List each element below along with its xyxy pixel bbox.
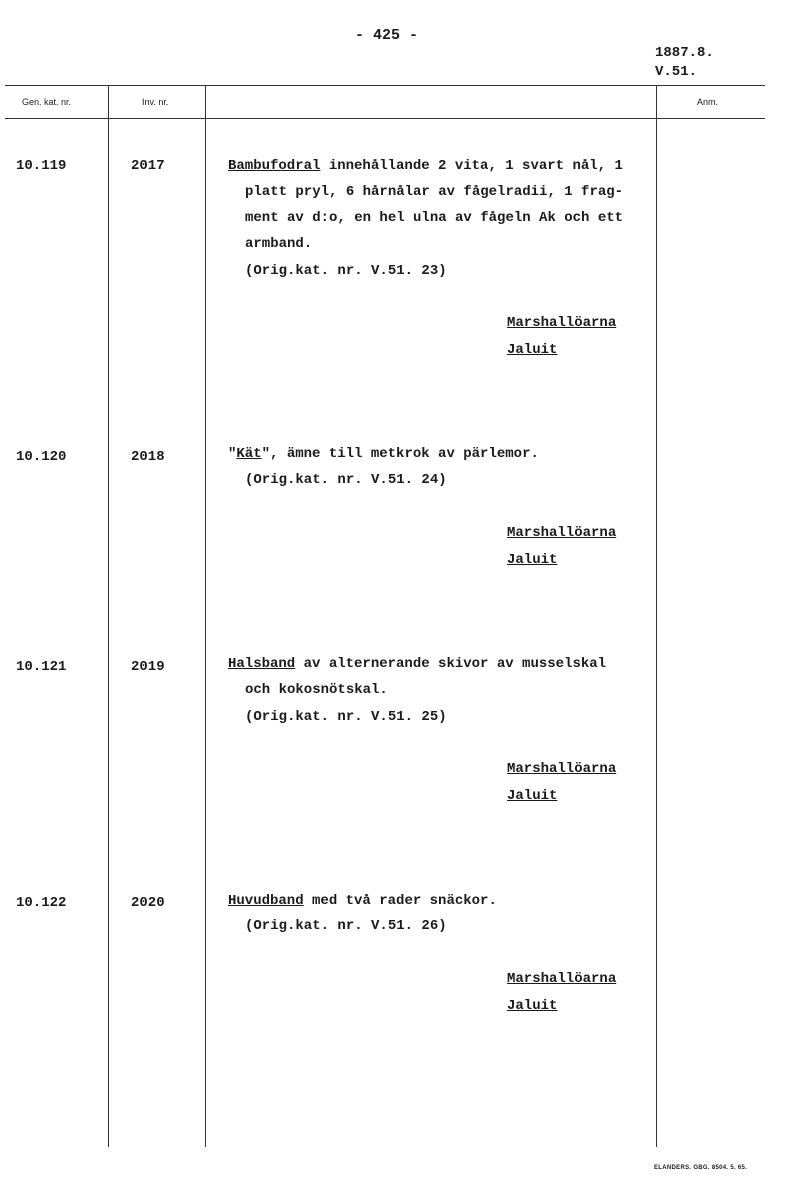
provenance (507, 756, 616, 810)
provenance (507, 966, 616, 1020)
entry-title: Halsband (228, 656, 296, 672)
entry-title: Huvudband (228, 893, 304, 909)
place-name: Marshallöarna (507, 761, 617, 777)
provenance (507, 520, 616, 574)
printer-imprint: ELANDERS. GBG. 8504. 5. 65. (654, 1165, 748, 1171)
column-divider-1 (108, 85, 109, 1147)
inv-number: 2017 (131, 158, 165, 174)
description-line: med två rader snäckor. (303, 893, 497, 909)
place-name: Marshallöarna (507, 525, 617, 541)
title-prefix: " (228, 446, 237, 462)
accession-year: 1887.8. (655, 45, 714, 61)
place-name: Marshallöarna (507, 971, 617, 987)
original-catalog-ref: (Orig.kat. nr. V.51. 26) (245, 918, 447, 934)
locality-name: Jaluit (507, 342, 558, 358)
description-line: platt pryl, 6 hårnålar av fågelradii, 1 frag- (245, 184, 624, 200)
description-line: av alternerande skivor av musselskal (295, 656, 607, 672)
gen-kat-number: 10.119 (16, 158, 67, 174)
original-catalog-ref: (Orig.kat. nr. V.51. 24) (245, 472, 447, 488)
accession-code (655, 44, 714, 82)
column-divider-3 (656, 85, 657, 1147)
inv-number: 2020 (131, 895, 165, 911)
place-name: Marshallöarna (507, 315, 617, 331)
description-line: ", ämne till metkrok av pärlemor. (261, 446, 539, 462)
entry-description (228, 153, 648, 257)
gen-kat-number: 10.121 (16, 659, 67, 675)
description-line: och kokosnötskal. (245, 682, 388, 698)
description-line: ment av d:o, en hel ulna av fågeln Ak och ett (245, 210, 624, 226)
original-catalog-ref: (Orig.kat. nr. V.51. 23) (245, 263, 447, 279)
accession-series: V.51. (655, 64, 698, 80)
column-header-gen-kat-nr: Gen. kat. nr. (22, 97, 72, 107)
page-number: - 425 - (355, 27, 419, 44)
entry-description (228, 888, 648, 914)
locality-name: Jaluit (507, 552, 558, 568)
entry-description (228, 651, 648, 703)
provenance (507, 310, 616, 364)
gen-kat-number: 10.122 (16, 895, 67, 911)
entry-title: Kät (236, 446, 262, 462)
locality-name: Jaluit (507, 998, 558, 1014)
column-header-anm: Anm. (697, 97, 719, 107)
description-line: armband. (245, 236, 313, 252)
entry-title: Bambufodral (228, 158, 321, 174)
entry-description (228, 441, 648, 467)
gen-kat-number: 10.120 (16, 449, 67, 465)
column-divider-2 (205, 85, 206, 1147)
column-header-inv-nr: Inv. nr. (142, 97, 169, 107)
original-catalog-ref: (Orig.kat. nr. V.51. 25) (245, 709, 447, 725)
table-top-rule (5, 85, 765, 86)
inv-number: 2018 (131, 449, 165, 465)
locality-name: Jaluit (507, 788, 558, 804)
description-line: innehållande 2 vita, 1 svart nål, 1 (320, 158, 623, 174)
header-bottom-rule (5, 118, 765, 119)
inv-number: 2019 (131, 659, 165, 675)
